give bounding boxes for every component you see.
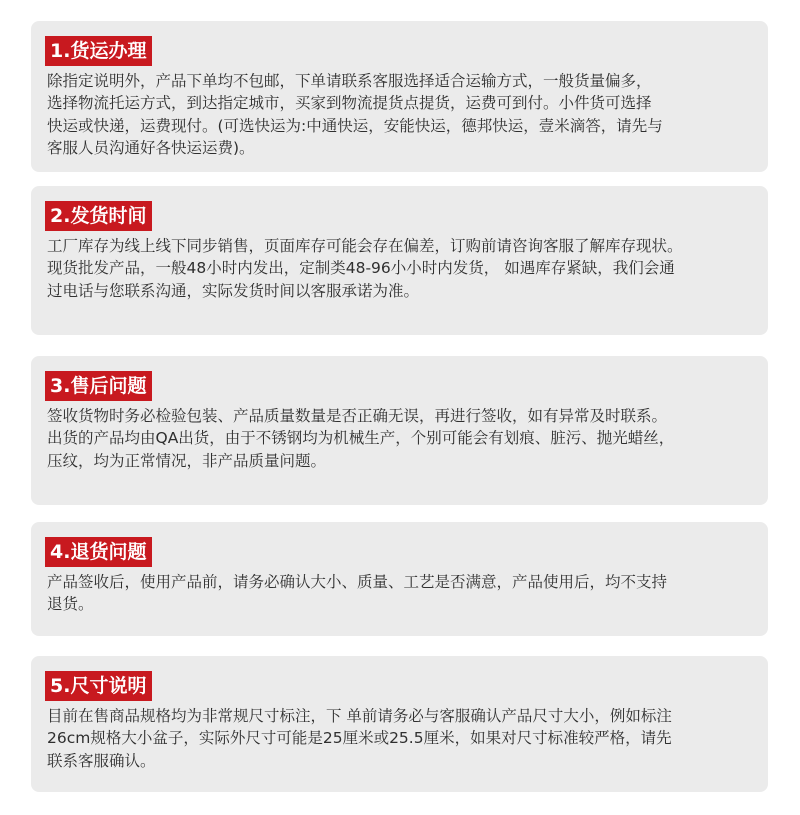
section-title-shipping: 1.货运办理 [45,36,152,66]
section-body-size-notes: 目前在售商品规格均为非常规尺寸标注，下 单前请务必与客服确认产品尺寸大小，例如标注 26cm规格大小盆子，实际外尺寸可能是25厘米或25.5厘米，如果对尺寸标准较严格，请先 联系客服确认。 [47,707,672,770]
section-title-size-notes: 5.尺寸说明 [45,671,152,701]
section-card-after-sales [31,356,768,505]
section-card-delivery-time [31,186,768,335]
section-card-returns [31,522,768,636]
section-title-after-sales: 3.售后问题 [45,371,152,401]
section-body-delivery-time: 工厂库存为线上线下同步销售，页面库存可能会存在偏差，订购前请咨询客服了解库存现状。 现货批发产品，一般48小时内发出，定制类48-96小小时内发货， 如遇库存紧缺，我们会通 过电话与您联系沟通，实际发货时间以客服承诺为准。 [47,237,683,300]
section-card-shipping [31,21,768,172]
section-body-shipping: 除指定说明外，产品下单均不包邮，下单请联系客服选择适合运输方式，一般货量偏多， 选择物流托运方式，到达指定城市，买家到物流提货点提货，运费可到付。小件货可选择 快运或快递，运费现付。(可选快运为:中通快运，安能快运，德邦快运，壹米滴答，请先与 客服人员沟通好各快运运费)。 [47,72,663,157]
section-title-delivery-time: 2.发货时间 [45,201,152,231]
section-body-after-sales: 签收货物时务必检验包装、产品质量数量是否正确无误，再进行签收，如有异常及时联系。 出货的产品均由QA出货，由于不锈钢均为机械生产，个别可能会有划痕、脏污、抛光蜡丝， 压纹，均为正常情况，非产品质量问题。 [47,407,675,470]
section-body-returns: 产品签收后，使用产品前，请务必确认大小、质量、工艺是否满意，产品使用后，均不支持 退货。 [47,573,668,614]
section-title-returns: 4.退货问题 [45,537,152,567]
section-card-size-notes [31,656,768,792]
